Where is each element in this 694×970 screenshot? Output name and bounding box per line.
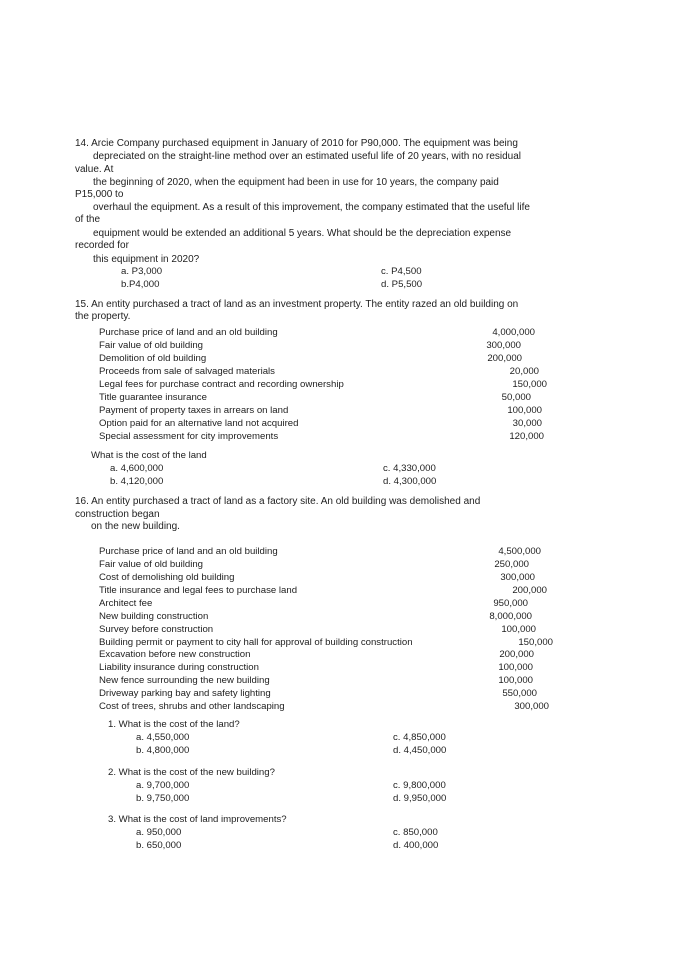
q14-line: equipment would be extended an additional 5 years. What should be the depreciation expense — [93, 228, 512, 239]
q15-item-label: Payment of property taxes in arrears on land — [99, 405, 289, 416]
q16-subquestion-1: 1. What is the cost of the land? — [108, 719, 240, 730]
q16-sub1-choice-a: a. 4,550,000 — [136, 732, 190, 743]
q15-item-label: Legal fees for purchase contract and recording ownership — [99, 379, 344, 390]
q16-line: on the new building. — [91, 521, 180, 532]
q15-item-label: Special assessment for city improvements — [99, 431, 279, 442]
q16-item-label: Building permit or payment to city hall for approval of building construction — [99, 637, 413, 648]
q15-choice-a: a. 4,600,000 — [110, 463, 164, 474]
q15-choice-c: c. 4,330,000 — [383, 463, 436, 474]
q16-line: 16. An entity purchased a tract of land as a factory site. An old building was demolished and — [75, 496, 481, 507]
q16-item-value: 8,000,000 — [489, 611, 532, 622]
q15-item-value: 300,000 — [486, 340, 521, 351]
q16-sub2-choice-a: a. 9,700,000 — [136, 780, 190, 791]
q16-item-label: Survey before construction — [99, 624, 214, 635]
q15-question: What is the cost of the land — [91, 450, 207, 461]
q14-choice-a: a. P3,000 — [121, 266, 163, 277]
q16-item-label: Title insurance and legal fees to purchase land — [99, 585, 298, 596]
q16-item-value: 200,000 — [499, 649, 534, 660]
q16-item-value: 200,000 — [512, 585, 547, 596]
q16-item-label: Driveway parking bay and safety lighting — [99, 688, 271, 699]
q16-item-value: 950,000 — [493, 598, 528, 609]
q16-sub3-choice-c: c. 850,000 — [393, 827, 438, 838]
q16-sub3-choice-a: a. 950,000 — [136, 827, 182, 838]
q15-item-value: 120,000 — [509, 431, 544, 442]
q14-line: depreciated on the straight-line method over an estimated useful life of 20 years, with no residual — [93, 151, 522, 162]
q15-choice-b: b. 4,120,000 — [110, 476, 164, 487]
q14-line: this equipment in 2020? — [93, 254, 200, 265]
q15-item-label: Title guarantee insurance — [99, 392, 207, 403]
q16-item-label: Purchase price of land and an old building — [99, 546, 278, 557]
q16-item-label: Architect fee — [99, 598, 153, 609]
q15-item-value: 200,000 — [487, 353, 522, 364]
q15-item-label: Fair value of old building — [99, 340, 203, 351]
q16-item-label: Liability insurance during construction — [99, 662, 259, 673]
q15-line: 15. An entity purchased a tract of land as an investment property. The entity razed an old building on — [75, 299, 519, 310]
q15-item-value: 100,000 — [507, 405, 542, 416]
q15-item-value: 50,000 — [501, 392, 531, 403]
q16-subquestion-3: 3. What is the cost of land improvements? — [108, 814, 287, 825]
q16-sub3-choice-b: b. 650,000 — [136, 840, 182, 851]
q16-item-label: Excavation before new construction — [99, 649, 251, 660]
q14-choice-c: c. P4,500 — [381, 266, 422, 277]
q16-item-value: 100,000 — [501, 624, 536, 635]
q16-item-label: New building construction — [99, 611, 209, 622]
q16-item-label: New fence surrounding the new building — [99, 675, 270, 686]
q15-choice-d: d. 4,300,000 — [383, 476, 437, 487]
q15-item-value: 20,000 — [509, 366, 539, 377]
q16-item-label: Cost of trees, shrubs and other landscaping — [99, 701, 285, 712]
q14-line: 14. Arcie Company purchased equipment in January of 2010 for P90,000. The equipment was being — [75, 138, 518, 149]
q15-item-value: 4,000,000 — [492, 327, 535, 338]
q14-line: value. At — [75, 164, 114, 175]
q15-item-label: Proceeds from sale of salvaged materials — [99, 366, 275, 377]
q15-item-label: Purchase price of land and an old building — [99, 327, 278, 338]
q16-item-value: 300,000 — [514, 701, 549, 712]
q14-line: overhaul the equipment. As a result of this improvement, the company estimated that the useful life — [93, 202, 530, 213]
q16-sub2-choice-d: d. 9,950,000 — [393, 793, 447, 804]
q14-choice-d: d. P5,500 — [381, 279, 423, 290]
q16-item-label: Cost of demolishing old building — [99, 572, 235, 583]
q16-item-value: 4,500,000 — [498, 546, 541, 557]
q16-item-value: 100,000 — [498, 662, 533, 673]
q14-line: P15,000 to — [75, 189, 124, 200]
q15-item-value: 30,000 — [512, 418, 542, 429]
q14-line: the beginning of 2020, when the equipment had been in use for 10 years, the company paid — [93, 177, 499, 188]
q16-line: construction began — [75, 509, 160, 520]
q16-subquestion-2: 2. What is the cost of the new building? — [108, 767, 275, 778]
q15-line: the property. — [75, 311, 131, 322]
q16-sub1-choice-d: d. 4,450,000 — [393, 745, 447, 756]
q14-choice-b: b.P4,000 — [121, 279, 160, 290]
q14-line: recorded for — [75, 240, 129, 251]
q16-sub2-choice-b: b. 9,750,000 — [136, 793, 190, 804]
q16-item-value: 100,000 — [498, 675, 533, 686]
q16-item-value: 250,000 — [494, 559, 529, 570]
q15-item-value: 150,000 — [512, 379, 547, 390]
q15-item-label: Demolition of old building — [99, 353, 207, 364]
q16-sub1-choice-c: c. 4,850,000 — [393, 732, 446, 743]
q15-item-label: Option paid for an alternative land not acquired — [99, 418, 299, 429]
q16-sub2-choice-c: c. 9,800,000 — [393, 780, 446, 791]
q16-item-value: 300,000 — [500, 572, 535, 583]
q14-line: of the — [75, 214, 101, 225]
q16-item-value: 150,000 — [518, 637, 553, 648]
q16-sub1-choice-b: b. 4,800,000 — [136, 745, 190, 756]
q16-item-label: Fair value of old building — [99, 559, 203, 570]
q16-sub3-choice-d: d. 400,000 — [393, 840, 439, 851]
q16-item-value: 550,000 — [502, 688, 537, 699]
